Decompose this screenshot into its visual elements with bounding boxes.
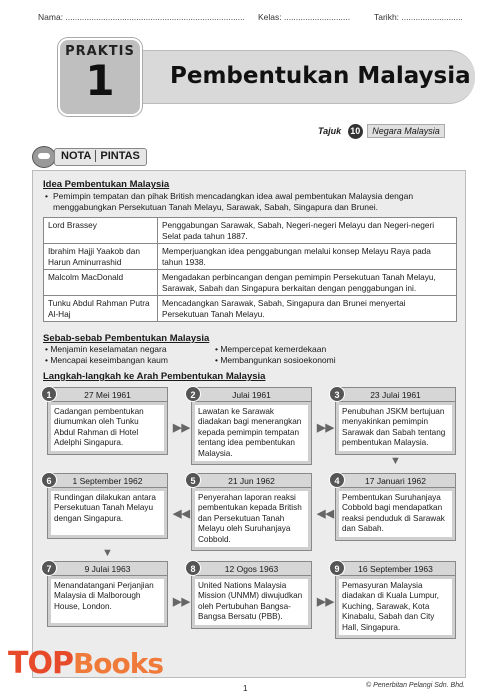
- step-box: [191, 387, 312, 465]
- tajuk-tag: [318, 124, 445, 139]
- table-row: [44, 218, 457, 244]
- step-date: 27 Mei 1961: [84, 390, 131, 400]
- step-box: [335, 387, 456, 455]
- nota-text: NOTA: [61, 150, 92, 162]
- copyright-text: © Penerbitan Pelangi Sdn. Bhd.: [366, 682, 465, 689]
- list-item: • Membangunkan sosioekonomi: [215, 355, 336, 365]
- step-box: [335, 561, 456, 639]
- topbooks-logo: TOPBooks: [8, 646, 164, 681]
- page-number: 1: [243, 684, 248, 693]
- person-desc: Penggabungan Sarawak, Sabah, Negeri-negeri Melayu dan Negeri-negeri Selat pada tahun 1887.: [158, 218, 457, 244]
- step-text: Menandatangani Perjanjian Malaysia di Malborough House, London.: [51, 579, 164, 623]
- table-row: [44, 296, 457, 322]
- step-text: Lawatan ke Sarawak diadakan bagi menerangkan kepada pemimpin tempatan tentang idea pembentukan Malaysia.: [195, 405, 308, 461]
- step-number: 2: [185, 386, 201, 402]
- step-date: 9 Julai 1963: [84, 564, 131, 574]
- step-box: [191, 473, 312, 551]
- person-name: Ibrahim Hajji Yaakob dan Harun Aminurrashid: [44, 244, 158, 270]
- langkah-title: Langkah-langkah ke Arah Pembentukan Malaysia: [43, 371, 266, 382]
- nota-label: [54, 148, 147, 166]
- step-box: [47, 387, 168, 455]
- step-date: 17 Januari 1962: [365, 476, 426, 486]
- list-item: • Mempercepat kemerdekaan: [215, 344, 327, 354]
- tarikh-field: Tarikh: ..........................: [374, 12, 463, 22]
- arrow-down-icon: ▼: [390, 455, 401, 467]
- step-date: 16 September 1963: [358, 564, 433, 574]
- pintas-text: PINTAS: [100, 150, 140, 162]
- step-box: [47, 473, 168, 539]
- list-item: • Menjamin keselamatan negara: [45, 344, 167, 354]
- step-number: 4: [329, 472, 345, 488]
- step-number: 3: [329, 386, 345, 402]
- step-date: 1 September 1962: [72, 476, 143, 486]
- step-box: [335, 473, 456, 541]
- sebab-title: Sebab-sebab Pembentukan Malaysia: [43, 333, 210, 344]
- step-box: [191, 561, 312, 629]
- notes-panel: [32, 170, 466, 678]
- step-text: Rundingan dilakukan antara Persekutuan Tanah Melayu dengan Singapura.: [51, 491, 164, 535]
- step-date: 21 Jun 1962: [228, 476, 275, 486]
- step-number: 9: [329, 560, 345, 576]
- step-text: Cadangan pembentukan diumumkan oleh Tunku Abdul Rahman di Hotel Adelphi Singapura.: [51, 405, 164, 451]
- sebab-list: [45, 344, 457, 370]
- nama-field: Nama: ............................................................................: [38, 12, 245, 22]
- step-number: 8: [185, 560, 201, 576]
- idea-bullet-text: Pemimpin tempatan dan pihak British mencadangkan idea awal pembentukan Malaysia dengan menggabungkan Persekutuan Tanah Melayu, Sarawak, Sabah, Singapura dan Brunei.: [53, 191, 414, 212]
- step-date: Julai 1961: [232, 390, 271, 400]
- person-desc: Mengadakan perbincangan dengan pemimpin Persekutuan Tanah Melayu, Sarawak, Sabah dan Singapura berkaitan dengan penggabungan ini.: [158, 270, 457, 296]
- step-number: 6: [41, 472, 57, 488]
- person-desc: Mencadangkan Sarawak, Sabah, Singapura dan Brunei menyertai Persekutuan Tanah Melayu.: [158, 296, 457, 322]
- arrow-right-icon: ▶▶: [317, 596, 334, 608]
- person-name: Tunku Abdul Rahman Putra Al-Haj: [44, 296, 158, 322]
- arrow-down-icon: ▼: [102, 547, 113, 559]
- idea-bullet: • Pemimpin tempatan dan pihak British mencadangkan idea awal pembentukan Malaysia dengan menggabungkan Persekutuan Tanah Melayu, Sarawak, Sabah, Singapura dan Brunei.: [45, 191, 457, 213]
- arrow-right-icon: ▶▶: [173, 422, 190, 434]
- page-title: Pembentukan Malaysia: [170, 63, 471, 89]
- arrow-left-icon: ◀◀: [317, 508, 334, 520]
- step-number: 7: [41, 560, 57, 576]
- kelas-field: Kelas: ............................: [258, 12, 351, 22]
- arrow-right-icon: ▶▶: [317, 422, 334, 434]
- praktis-number: 1: [85, 56, 115, 105]
- praktis-label: PRAKTIS: [65, 44, 135, 59]
- step-date: 12 Ogos 1963: [224, 564, 279, 574]
- step-date: 23 Julai 1961: [370, 390, 421, 400]
- step-text: Penyerahan laporan reaksi pembentukan kepada British dan Persekutuan Tanah Melayu oleh Suruhanjaya Cobbold.: [195, 491, 308, 547]
- title-bar: [130, 50, 475, 104]
- student-info-line: [0, 10, 495, 30]
- step-text: United Nations Malaysia Mission (UNMM) diwujudkan oleh Pertubuhan Bangsa-Bangsa Bersatu (PBB).: [195, 579, 308, 625]
- arrow-right-icon: ▶▶: [173, 596, 190, 608]
- chapter-header: [0, 32, 495, 132]
- idea-title: Idea Pembentukan Malaysia: [43, 179, 170, 190]
- table-row: [44, 270, 457, 296]
- idea-table: [43, 217, 457, 322]
- praktis-badge: [58, 38, 142, 116]
- tajuk-label: Tajuk: [318, 126, 342, 136]
- step-number: 1: [41, 386, 57, 402]
- arrow-left-icon: ◀◀: [173, 508, 190, 520]
- tajuk-name: Negara Malaysia: [367, 124, 445, 138]
- person-name: Malcolm MacDonald: [44, 270, 158, 296]
- step-box: [47, 561, 168, 627]
- person-name: Lord Brassey: [44, 218, 158, 244]
- step-text: Pemasyuran Malaysia diadakan di Kuala Lumpur, Kuching, Sarawak, Kota Kinabalu, Sabah dan City Hall, Singapura.: [339, 579, 452, 635]
- person-desc: Memperjuangkan idea penggabungan melalui konsep Melayu Raya pada tahun 1938.: [158, 244, 457, 270]
- step-text: Penubuhan JSKM bertujuan menyakinkan pemimpin Sarawak dan Sabah tentang pembentukan Malaysia.: [339, 405, 452, 451]
- mascot-icon: [32, 146, 56, 168]
- step-text: Pembentukan Suruhanjaya Cobbold bagi mendapatkan reaksi penduduk di Sarawak dan Sabah.: [339, 491, 452, 537]
- step-number: 5: [185, 472, 201, 488]
- list-item: • Mencapai keseimbangan kaum: [45, 355, 168, 365]
- tajuk-number: 10: [348, 124, 363, 139]
- table-row: [44, 244, 457, 270]
